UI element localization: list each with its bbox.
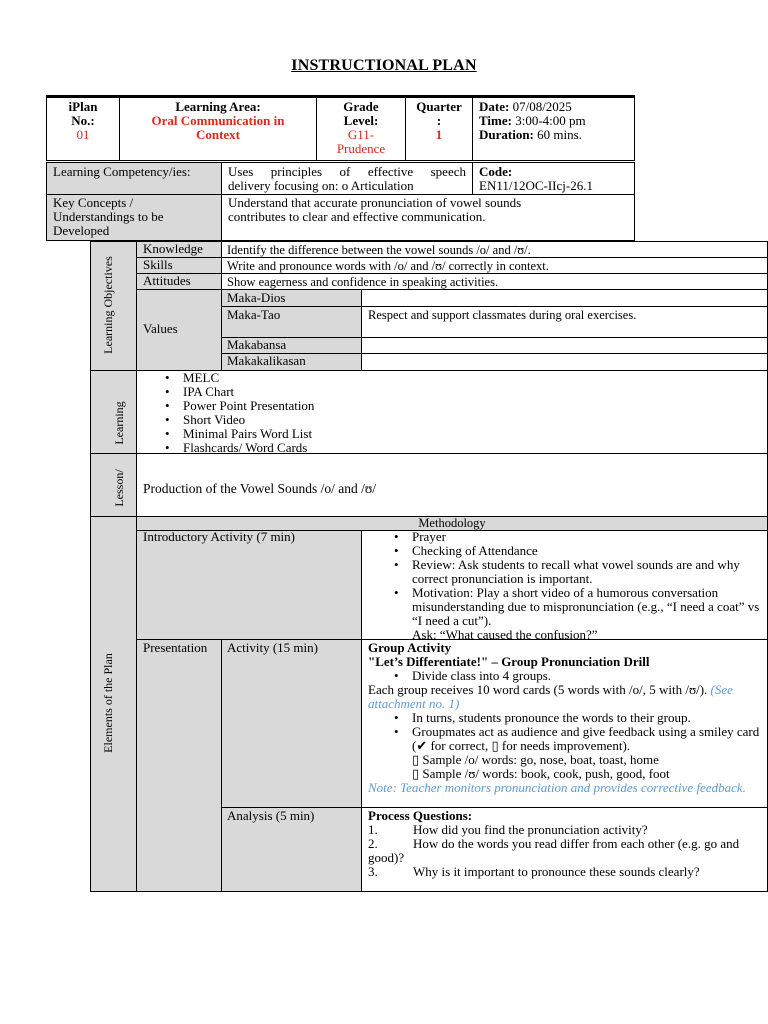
learning-area-value-1: Oral Communication in [151,113,285,128]
elements-side-label: Elements of the Plan [101,653,115,753]
value-name-makabansa: Makabansa [227,337,287,352]
key-concepts-label-3: Developed [53,223,110,238]
values-label: Values [143,321,178,336]
iplan-cell [47,100,119,142]
process-questions-title: Process Questions: [368,808,473,823]
list-item: • Flashcards/ Word Cards [161,441,314,455]
competency-text-1: Uses principles of effective speech [228,164,466,179]
question-2: 2. How do the words you read differ from each other (e.g. go and good)? [368,836,740,865]
analysis-content [368,809,764,879]
page-title: INSTRUCTIONAL PLAN [291,57,477,74]
code-label: Code: [479,164,513,179]
date-value: 07/08/2025 [512,99,572,114]
key-concepts-text-1: Understand that accurate pronunciation of vowel sounds [228,195,522,210]
activity-content [368,641,764,795]
value-name-maka-tao: Maka-Tao [227,307,281,322]
grade-label-2: Level: [343,113,379,128]
list-item: • Power Point Presentation [161,399,314,413]
learning-area-label: Learning Area: [175,99,261,114]
attitudes-text: Show eagerness and confidence in speaking activities. [227,275,499,289]
grade-value-2: Prudence [336,141,386,156]
key-concepts-text-2: contributes to clear and effective communication. [228,209,486,224]
resources-block [136,370,768,454]
list-item: • Minimal Pairs Word List [161,427,314,441]
lesson-title: Production of the Vowel Sounds /o/ and /ʊ/ [143,481,377,496]
list-item: • Checking of Attendance [390,544,763,558]
time-label: Time: [479,113,512,128]
list-item: • Groupmates act as audience and give feedback using a smiley card (✔ for correct, ▯ for needs improvement). [390,725,764,753]
skills-text: Write and pronounce words with /o/ and /ʊ/ correctly in context. [227,259,549,273]
analysis-label: Analysis (5 min) [227,808,315,823]
header-table [46,95,635,161]
date-label: Date: [479,99,510,114]
list-item: • Review: Ask students to recall what vowel sounds are and why correct pronunciation is important. [390,558,763,586]
code-cell [472,162,635,195]
list-item: • Motivation: Play a short video of a humorous conversation misunderstanding due to mispronunciation (e.g., “I need a coat” vs “I need a cut”). [390,586,763,628]
sample-u-words: ▯ Sample /ʊ/ words: book, cook, push, good, foot [412,766,670,781]
value-name-makakalikasan: Makakalikasan [227,353,306,368]
attitudes-label: Attitudes [143,273,191,288]
competency-text-cell [221,162,473,195]
duration-label: Duration: [479,127,534,142]
key-concepts-label-2: Understandings to be [53,209,164,224]
quarter-value: 1 [435,127,443,142]
intro-label: Introductory Activity (7 min) [143,529,296,544]
key-concepts-label-cell [46,194,222,241]
iplan-label-2: No.: [71,113,95,128]
value-text-maka-tao: Respect and support classmates during oral exercises. [368,308,637,322]
methodology-label: Methodology [418,516,486,530]
sample-o-words: ▯ Sample /o/ words: go, nose, boat, toast, home [412,752,659,767]
activity-subtitle: "Let’s Differentiate!" – Group Pronunciation Drill [368,654,650,669]
value-name-maka-dios: Maka-Dios [227,290,286,305]
list-item: • Divide class into 4 groups. [390,669,764,683]
quarter-label-1: Quarter [416,99,462,114]
learning-resources-side-label: Learning [112,401,126,445]
code-value: EN11/12OC-IIcj-26.1 [479,178,593,193]
iplan-number: 01 [76,127,90,142]
activity-label: Activity (15 min) [227,640,318,655]
key-concepts-text-cell [221,194,635,241]
question-1: 1. How did you find the pronunciation activity? [368,822,648,837]
question-3: 3. Why is it important to pronounce these sounds clearly? [368,864,700,879]
iplan-label-1: iPlan [68,99,98,114]
knowledge-text: Identify the difference between the vowel sounds /o/ and /ʊ/. [227,243,531,257]
resources-list [161,371,314,455]
competency-text-2: delivery focusing on: o Articulation [228,178,414,193]
grade-value-1: G11- [347,127,375,142]
list-item: • Short Video [161,413,314,427]
attachment-note: (See attachment no. 1) [368,682,733,711]
learning-area-cell [120,100,316,142]
learning-objectives-side-label: Learning Objectives [101,256,115,354]
list-item: • Prayer [390,530,763,544]
time-value: 3:00-4:00 pm [515,113,586,128]
grade-label-1: Grade [343,99,379,114]
activity-cards: Each group receives 10 word cards (5 words with /o/, 5 with /ʊ/). (See attachment no. 1) [368,682,733,711]
quarter-cell [406,100,472,142]
grade-cell [317,100,405,156]
competency-label: Learning Competency/ies: [53,164,191,179]
skills-label: Skills [143,257,173,272]
list-item: • In turns, students pronounce the words to their group. [390,711,764,725]
competency-label-cell [46,162,222,195]
intro-content [368,530,763,642]
learning-area-value-2: Context [195,127,241,142]
teacher-note: Note: Teacher monitors pronunciation and provides corrective feedback. [368,780,746,795]
presentation-label: Presentation [143,640,208,655]
intro-list [368,530,763,628]
list-item: • IPA Chart [161,385,314,399]
lesson-block [136,453,768,517]
duration-value: 60 mins. [537,127,582,142]
list-item: • MELC [161,371,314,385]
activity-title: Group Activity [368,640,452,655]
intro-ask: Ask: “What caused the confusion?” [412,627,598,642]
quarter-label-2: : [436,113,442,128]
knowledge-label: Knowledge [143,241,203,256]
schedule-cell [479,100,629,142]
key-concepts-label-1: Key Concepts / [53,195,134,210]
lesson-side-label: Lesson/ [112,469,126,507]
